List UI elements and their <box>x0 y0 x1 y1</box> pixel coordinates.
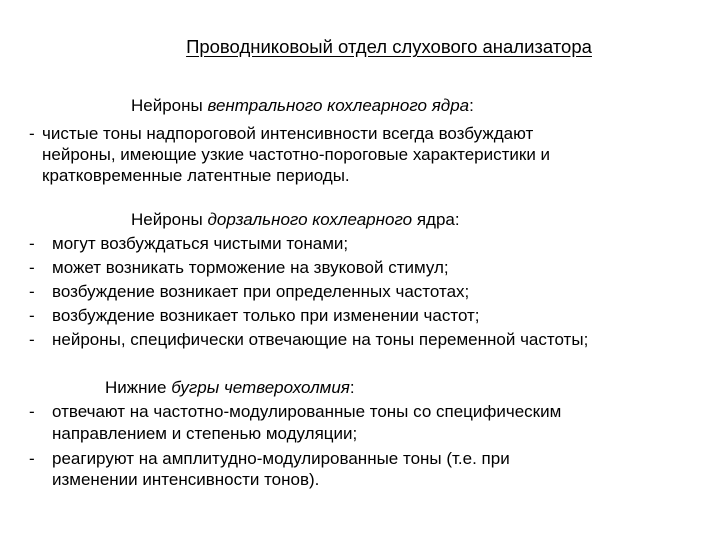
section1-item-line-2: нейроны, имеющие узкие частотно-пороговые характеристики и <box>42 145 551 164</box>
slide-title: Проводниковоый отдел слухового анализатора <box>186 36 592 57</box>
section3-item-1-line-2: направлением и степенью модуляции; <box>52 424 358 443</box>
section2-item-dash: - <box>29 306 35 325</box>
section2-item-dash: - <box>29 234 35 253</box>
section3-item-2-line-2: изменении интенсивности тонов). <box>52 470 320 489</box>
section1-item-line-3: кратковременные латентные периоды. <box>42 166 350 185</box>
section3-item-1-line-1: отвечают на частотно-модулированные тоны со специфическим <box>52 402 562 421</box>
section3-heading: Нижние бугры четверохолмия: <box>105 378 355 397</box>
section2-item-4: возбуждение возникает только при изменении частот; <box>52 306 480 325</box>
section1-heading: Нейроны вентрального кохлеарного ядра: <box>131 96 474 115</box>
section2-item-2: может возникать торможение на звуковой стимул; <box>52 258 449 277</box>
section2-item-5: нейроны, специфически отвечающие на тоны переменной частоты; <box>52 330 589 349</box>
section1-item-dash: - <box>29 124 35 143</box>
section2-item-1: могут возбуждаться чистыми тонами; <box>52 234 349 253</box>
section2-item-dash: - <box>29 330 35 349</box>
section3-item-2-line-1: реагируют на амплитудно-модулированные тоны (т.е. при <box>52 449 510 468</box>
section2-item-dash: - <box>29 282 35 301</box>
section2-item-3: возбуждение возникает при определенных частотах; <box>52 282 470 301</box>
section3-item-dash: - <box>29 402 35 421</box>
section3-item-dash: - <box>29 449 35 468</box>
section2-item-dash: - <box>29 258 35 277</box>
section1-item-line-1: чистые тоны надпороговой интенсивности всегда возбуждают <box>42 124 534 143</box>
section2-heading: Нейроны дорзального кохлеарного ядра: <box>131 210 460 229</box>
